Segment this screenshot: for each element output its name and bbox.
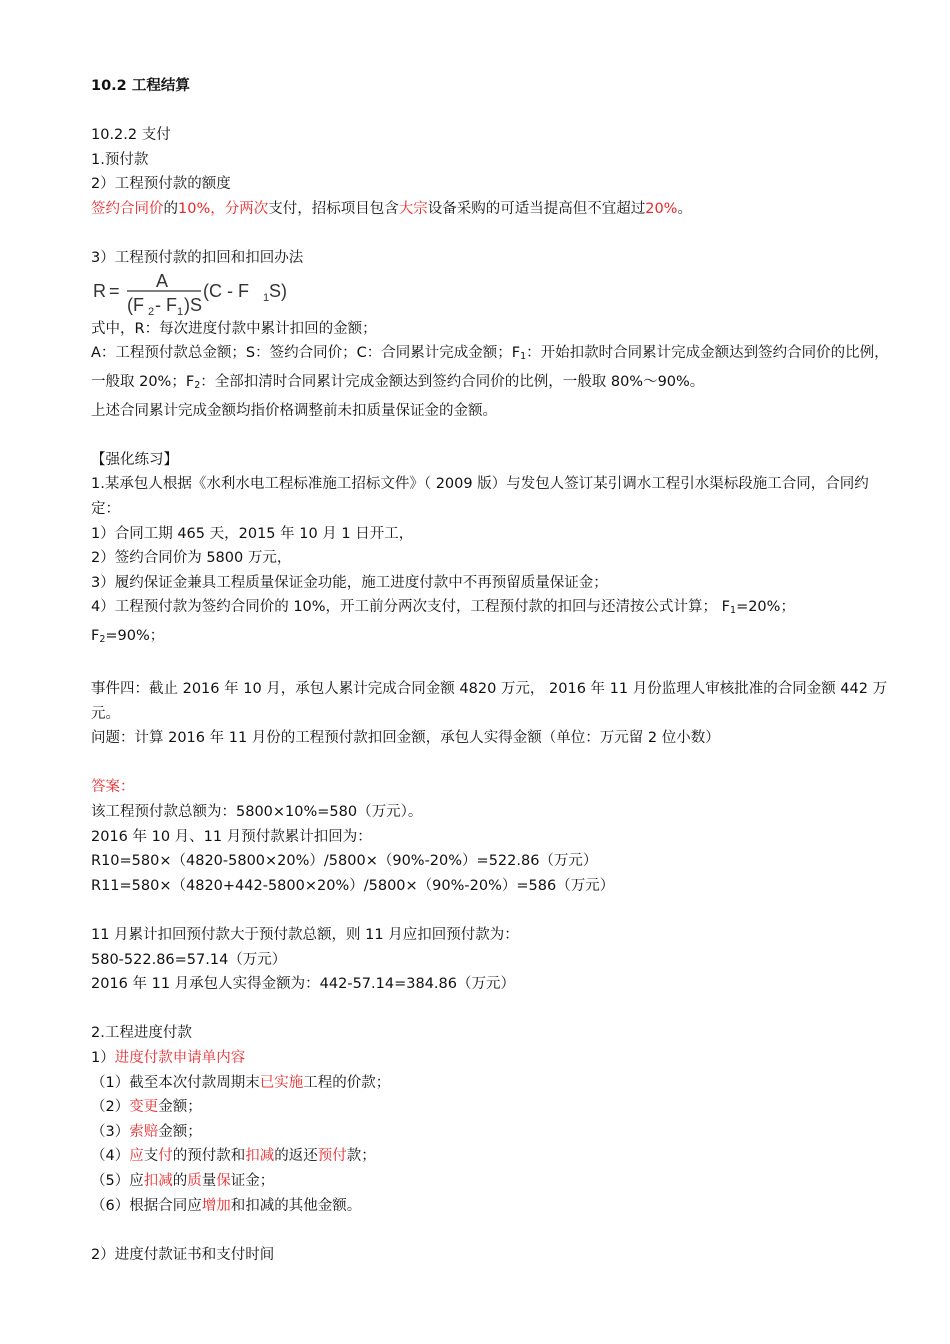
formula-numerator: A (156, 270, 169, 291)
list-item (91, 1120, 891, 1145)
spacer (91, 1218, 891, 1243)
answer-line-6: 580-522.86=57.14（万元） (91, 951, 287, 968)
formula-rhs-close: S) (269, 280, 287, 301)
text: F (91, 627, 100, 644)
answer-line-3: R10=580×（4820-5800×20%）/5800×（90%-20%）=522.86（万元） (91, 853, 598, 870)
highlight-text: 保 (216, 1172, 231, 1189)
text: 4）工程预付款为签约合同价的 10%，开工前分两次支付，工程预付款的扣回与还清按公式计算； F (91, 599, 731, 616)
formula-den-close: )S (184, 294, 202, 315)
formula-variables (91, 341, 891, 398)
formula-rhs-open: (C - F (203, 280, 249, 301)
text: ：全部扣清时合同累计完成金额达到签约合同价的比例，一般取 80%～90%。 (200, 373, 705, 390)
question-intro: 1.某承包人根据《水利水电工程标准施工招标文件》（ 2009 版）与发包人签订某引调水工程引水渠标段施工合同，合同约定： (91, 476, 869, 517)
text: （4） (91, 1148, 130, 1165)
answer-line-5: 11 月累计扣回预付款大于预付款总额，则 11 月应扣回预付款为： (91, 927, 519, 943)
highlight-text: 预付 (317, 1148, 347, 1165)
answer-line-7: 2016 年 11 月承包人实得金额为：442-57.14=384.86（万元） (91, 976, 515, 993)
text: 的 (163, 200, 178, 217)
text: （1）截至本次付款周期末 (91, 1074, 260, 1091)
contract-term-2: 2）签约合同价为 5800 万元， (91, 550, 292, 567)
formula-rhs-sub1: 1 (263, 291, 270, 304)
text: =20%； (736, 599, 795, 616)
text: 工程的价款； (303, 1074, 391, 1091)
subsection-title: 10.2.2 支付 (91, 127, 171, 144)
subscript: 1 (730, 605, 737, 617)
progress-certificate-title: 2）进度付款证书和支付时间 (91, 1246, 275, 1263)
text: A：工程预付款总金额；S：签约合同价；C：合同累计完成金额；F (91, 345, 521, 362)
item-deduction-title: 3）工程预付款的扣回和扣回办法 (91, 250, 304, 267)
list-item (91, 1169, 891, 1194)
list-item (91, 1144, 891, 1169)
highlight-text: 付 (158, 1148, 173, 1165)
highlight-text: 扣减 (245, 1148, 275, 1165)
formula-den-mid: - F (155, 294, 177, 315)
text: 的 (172, 1172, 188, 1189)
highlight-text: 10%，分两次 (178, 200, 269, 217)
subscript: 2 (99, 633, 106, 645)
text: （6）根据合同应 (91, 1197, 202, 1214)
highlight-text: 变更 (129, 1099, 159, 1116)
answer-line-2: 2016 年 10 月、11 月预付款累计扣回为： (91, 828, 372, 845)
answer-line-4: R11=580×（4820+442-5800×20%）/5800×（90%-20%）=586（万元） (91, 877, 615, 894)
text: 1） (91, 1049, 115, 1066)
highlight-text: 大宗 (398, 200, 428, 217)
formula-den-open: (F (127, 294, 144, 315)
formula-graphic (91, 271, 331, 317)
text: （3） (91, 1123, 130, 1140)
list-item (91, 1095, 891, 1120)
highlight-text: 应 (129, 1148, 144, 1165)
formula-note: 上述合同累计完成金额均指价格调整前未扣质量保证金的金额。 (91, 402, 497, 419)
contract-term-1: 1）合同工期 465 天，2015 年 10 月 1 日开工， (91, 525, 414, 542)
highlight-text: 质 (187, 1172, 202, 1189)
subscript: 2 (194, 379, 201, 391)
answer-line-1: 该工程预付款总额为：5800×10%=580（万元）。 (91, 804, 423, 821)
highlight-text: 增加 (201, 1197, 231, 1214)
spacer (91, 99, 891, 124)
spacer (91, 652, 891, 677)
text: 支付，招标项目包含 (268, 200, 399, 217)
text: 。 (677, 200, 692, 217)
formula-description: 式中，R：每次进度付款中累计扣回的金额； (91, 320, 377, 337)
highlight-text: 扣减 (143, 1172, 173, 1189)
text: （2） (91, 1099, 130, 1116)
text: 款； (346, 1148, 376, 1165)
spacer (91, 898, 891, 923)
contract-term-4 (91, 595, 891, 624)
formula-r: R (93, 280, 106, 301)
text: 和扣减的其他金额。 (230, 1197, 362, 1214)
spacer (91, 997, 891, 1022)
highlight-text: 签约合同价 (91, 200, 164, 217)
answer-label: 答案： (91, 779, 135, 796)
advance-amount-rule (91, 197, 891, 222)
question-text: 问题：计算 2016 年 11 月份的工程预付款扣回金额，承包人实得金额（单位：万元留 2 位小数） (91, 730, 720, 747)
formula-den-sub2: 2 (148, 305, 155, 317)
spacer (91, 222, 891, 247)
document-page (91, 74, 891, 1267)
text: 支 (143, 1148, 159, 1165)
highlight-text: 索赔 (129, 1123, 159, 1140)
text: 证金； (230, 1172, 275, 1189)
spacer (91, 751, 891, 776)
practice-title: 【强化练习】 (91, 451, 178, 468)
deduction-formula (91, 271, 891, 317)
highlight-text: 已实施 (259, 1074, 304, 1091)
contract-term-3: 3）履约保证金兼具工程质量保证金功能，施工进度付款中不再预留质量保证金； (91, 574, 608, 591)
section-heading: 10.2 工程结算 (91, 78, 190, 94)
text: 金额； (158, 1099, 202, 1116)
highlight-text: 进度付款申请单内容 (114, 1049, 246, 1066)
spacer (91, 423, 891, 448)
text: =90%； (105, 627, 165, 644)
text: 的预付款和 (172, 1148, 246, 1165)
list-item (91, 1194, 891, 1219)
formula-equals: = (109, 280, 120, 301)
highlight-text: 20% (645, 200, 678, 217)
contract-term-4-cont (91, 624, 891, 653)
text: 的返还 (274, 1148, 318, 1165)
item-advance-amount-title: 2）工程预付款的额度 (91, 176, 231, 193)
text: 设备采购的可适当提高但不宜超过 (427, 200, 646, 217)
list-item (91, 1071, 891, 1096)
text: （5）应 (91, 1172, 144, 1189)
text: ：开始扣款时合同累计完成金额达到签约合同价的比例，一般取 20%；F (91, 345, 889, 390)
event-four: 事件四：截止 2016 年 10 月，承包人累计完成合同金额 4820 万元， 2016 年 11 月份监理人审核批准的合同金额 442 万元。 (91, 681, 888, 722)
item-progress-payment: 2.工程进度付款 (91, 1025, 192, 1042)
item-advance-payment: 1.预付款 (91, 151, 149, 168)
progress-application-title (91, 1046, 891, 1071)
text: 金额； (158, 1123, 202, 1140)
subscript: 1 (520, 351, 527, 363)
text: 量 (201, 1172, 217, 1189)
formula-den-sub1: 1 (177, 305, 184, 317)
